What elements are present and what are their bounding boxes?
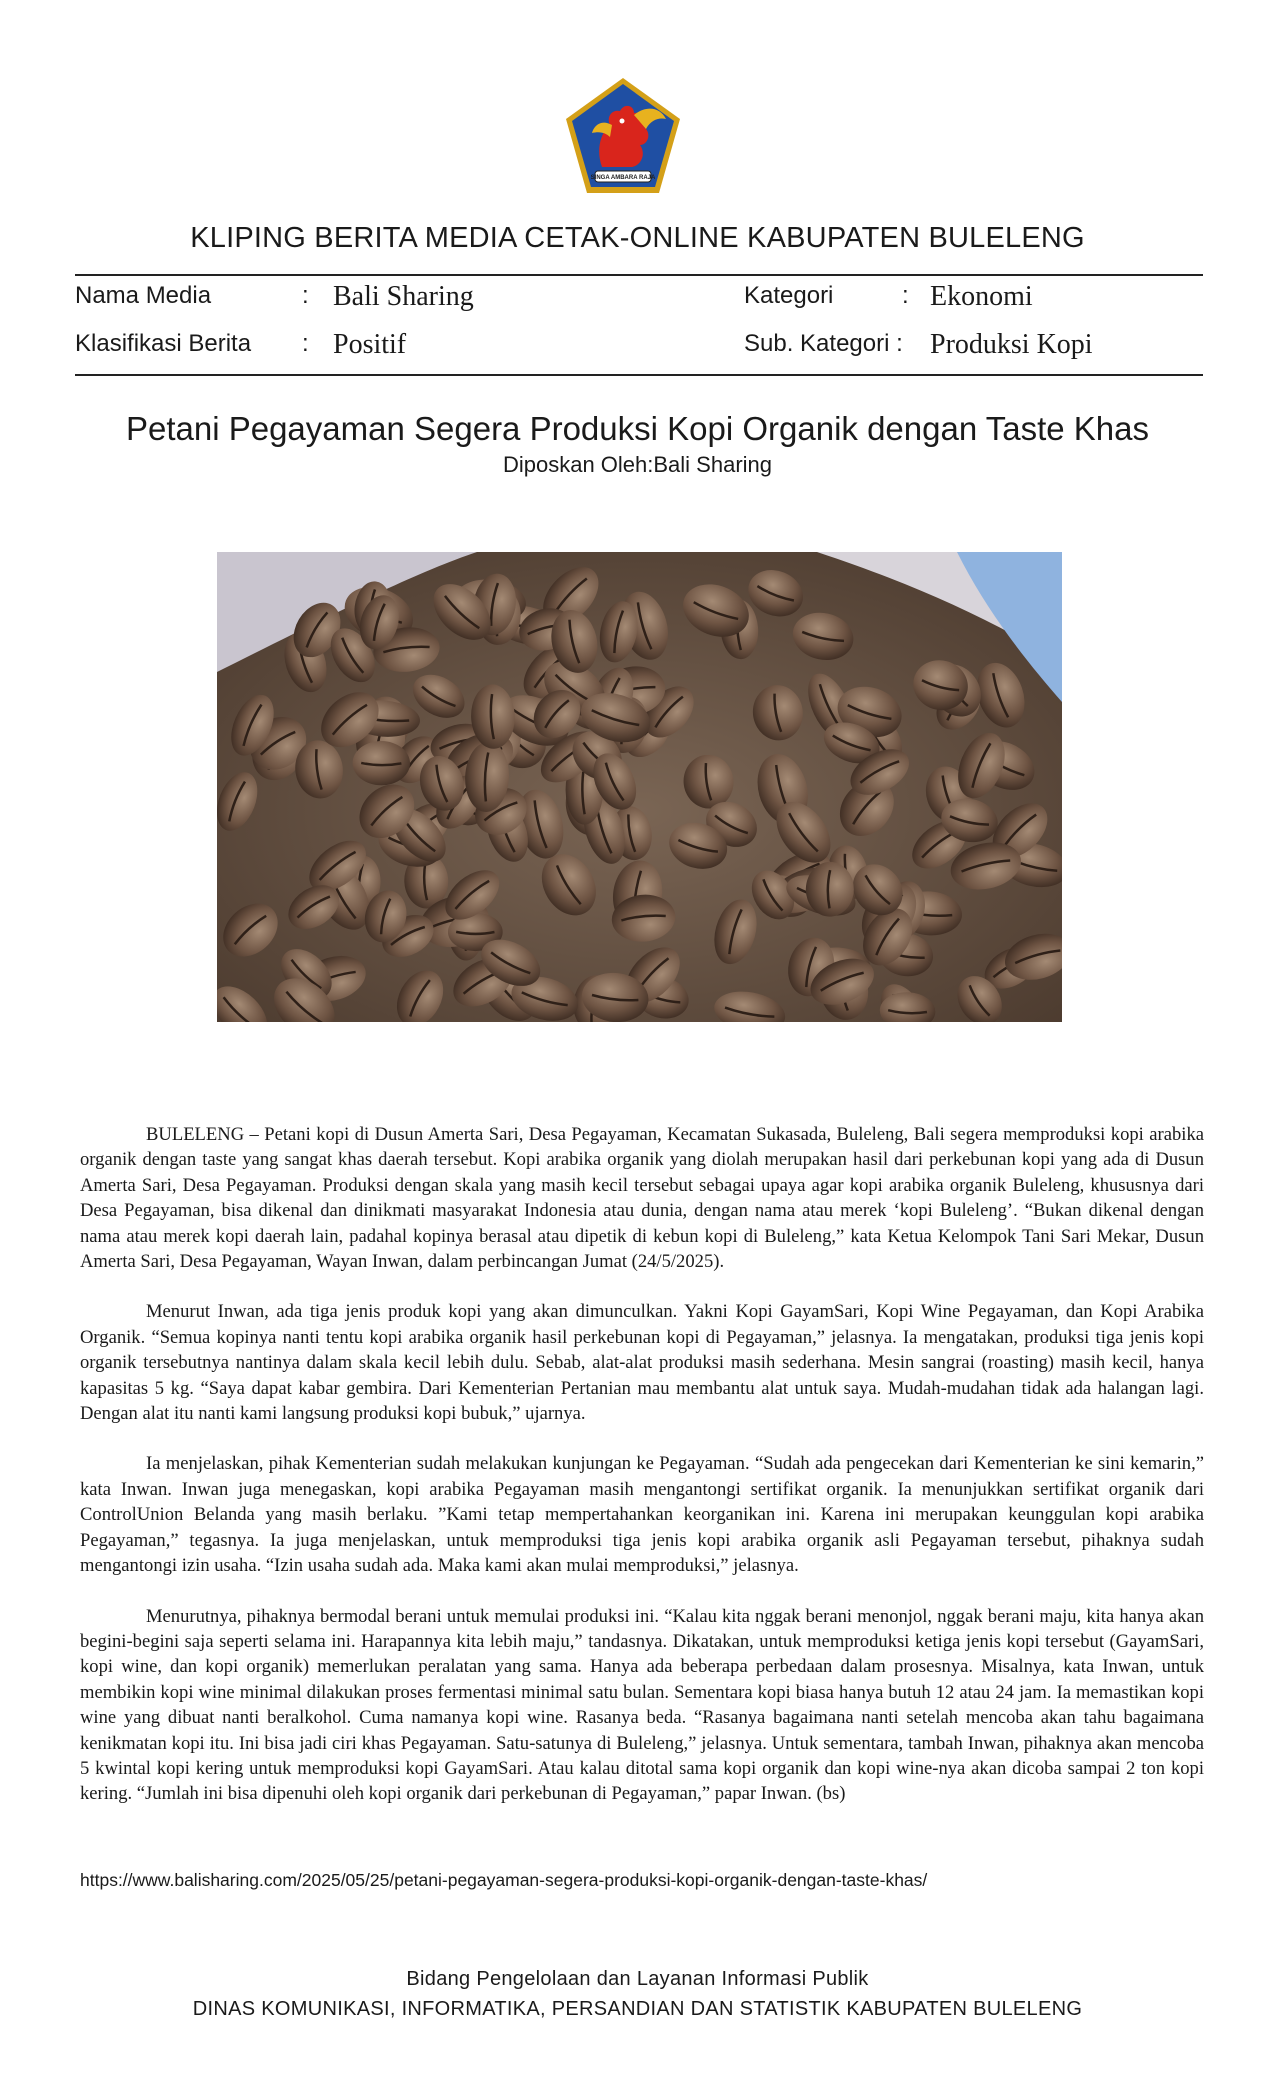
kategori-value: Ekonomi xyxy=(930,281,1033,312)
article-headline: Petani Pegayaman Segera Produksi Kopi Organik dengan Taste Khas xyxy=(125,410,1150,447)
media-label: Nama Media xyxy=(75,282,212,309)
media-value: Bali Sharing xyxy=(333,281,474,312)
klasifikasi-label: Klasifikasi Berita xyxy=(75,330,252,357)
media-separator: : xyxy=(302,282,309,309)
article-byline: Diposkan Oleh:Bali Sharing xyxy=(502,452,773,477)
emblem-motto: SINGA AMBARA RAJA xyxy=(590,175,656,181)
kategori-separator: : xyxy=(902,282,909,309)
article-paragraph: Ia menjelaskan, pihak Kementerian sudah melakukan kunjungan ke Pegayaman. “Sudah ada pengecekan dari Kementerian ke sini kemarin,” kata Inwan. Inwan juga menegaskan, kopi arabika Pegayaman masih mengantongi sertifikat organik. Ia menunjukkan sertifikat organik dari ControlUnion Belanda yang masih berlaku. ”Kami tetap mempertahankan keorganikan ini. Karena ini merupakan keunggulan kopi arabika Pegayaman,” tegasnya. Ia juga menjelaskan, untuk memproduksi tiga jenis kopi arabika organik asli Pegayaman tersebut, pihaknya sudah mengantongi izin usaha. “Izin usaha sudah ada. Maka kami akan mulai memproduksi,” jelasnya. xyxy=(80,1453,1204,1577)
buleleng-emblem-logo xyxy=(562,75,684,199)
klasifikasi-separator: : xyxy=(302,330,309,357)
kategori-label: Kategori xyxy=(744,282,834,309)
coffee-beans-photo xyxy=(217,552,1062,1022)
source-url: https://www.balisharing.com/2025/05/25/petani-pegayaman-segera-produksi-kopi-organik-dengan-taste-khas/ xyxy=(80,1870,928,1890)
top-divider xyxy=(75,274,1203,276)
bottom-divider xyxy=(75,374,1203,376)
article-paragraph: Menurutnya, pihaknya bermodal berani untuk memulai produksi ini. “Kalau kita nggak berani menonjol, nggak berani maju, kita hanya akan begini-begini saja seperti selama ini. Harapannya kita lebih maju,” tandasnya. Dikatakan, untuk memproduksi ketiga jenis kopi tersebut (GayamSari, kopi wine, dan kopi organik) memerlukan peralatan yang sama. Hanya ada beberapa perbedaan dalam prosesnya. Misalnya, kata Inwan, untuk membikin kopi wine minimal dilakukan proses fermentasi minimal satu bulan. Sementara kopi biasa hanya butuh 12 atau 24 jam. Ia memastikan kopi wine yang dibuat nanti beralkohol. Cuma namanya kopi wine. Rasanya beda. “Rasanya bagaimana nanti setelah mencoba akan tahu bagaimana kenikmatan kopi itu. Ini bisa jadi ciri khas Pegayaman. Satu-satunya di Buleleng,” jelasnya. Untuk sementara, tambah Inwan, pihaknya akan mencoba 5 kwintal kopi kering untuk memproduksi kopi GayamSari. Atau kalau ditotal sama kopi organik dan kopi wine-nya akan dicoba sampai 2 ton kopi kering. “Jumlah ini bisa dipenuhi oleh kopi organik dari perkebunan di Pegayaman,” papar Inwan. (bs) xyxy=(80,1605,1204,1805)
subkategori-label: Sub. Kategori : xyxy=(744,330,903,357)
footer-department: Bidang Pengelolaan dan Layanan Informasi Publik xyxy=(406,1968,869,1990)
footer-agency: DINAS KOMUNIKASI, INFORMATIKA, PERSANDIAN DAN STATISTIK KABUPATEN BULELENG xyxy=(192,1998,1083,2020)
klasifikasi-value: Positif xyxy=(333,329,407,360)
article-paragraph: BULELENG – Petani kopi di Dusun Amerta Sari, Desa Pegayaman, Kecamatan Sukasada, Buleleng, Bali segera memproduksi kopi arabika organik dengan taste yang sangat khas daerah tersebut. Kopi arabika organik yang diolah merupakan hasil dari perkebunan kopi yang ada di Dusun Amerta Sari, Desa Pegayaman. Produksi dengan skala yang masih kecil tersebut sebagai upaya agar kopi arabika organik Buleleng, khususnya dari Desa Pegayaman, bisa dikenal dan dinikmati masyarakat Indonesia atau dunia, dengan nama atau merek ‘kopi Buleleng’. “Bukan dikenal dengan nama atau merek kopi daerah lain, padahal kopinya berasal atau dipetik di kebun kopi di Buleleng,” kata Ketua Kelompok Tani Sari Mekar, Dusun Amerta Sari, Desa Pegayaman, Wayan Inwan, dalam perbincangan Jumat (24/5/2025). xyxy=(80,1124,1204,1273)
article-paragraph: Menurut Inwan, ada tiga jenis produk kopi yang akan dimunculkan. Yakni Kopi GayamSari, Kopi Wine Pegayaman, dan Kopi Arabika Organik. “Semua kopinya nanti tentu kopi arabika organik hasil perkebunan kopi di Pegayaman,” jelasnya. Ia mengatakan, produksi tiga jenis kopi organik tersebutnya nantinya dalam skala kecil lebih dulu. Sebab, alat-alat produksi masih sederhana. Mesin sangrai (roasting) masih kecil, hanya kapasitas 5 kg. “Saya dapat kabar gembira. Dari Kementerian Pertanian mau membantu alat untuk saya. Mudah-mudahan tidak ada halangan lagi. Dengan alat itu nanti kami langsung produksi kopi bubuk,” ujarnya. xyxy=(80,1301,1204,1425)
article-body xyxy=(80,1122,1204,1832)
subkategori-value: Produksi Kopi xyxy=(930,329,1093,360)
clipping-title: KLIPING BERITA MEDIA CETAK-ONLINE KABUPATEN BULELENG xyxy=(190,222,1085,254)
